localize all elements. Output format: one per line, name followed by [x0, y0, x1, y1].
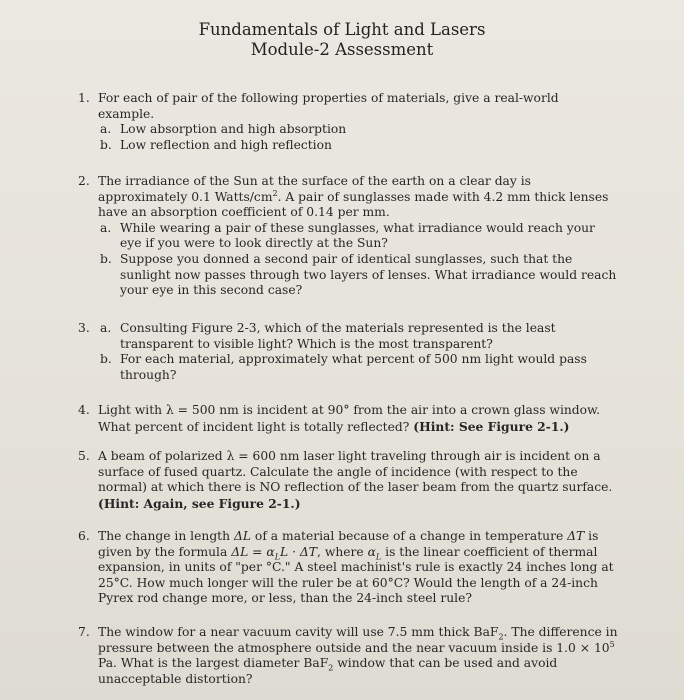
part-letter: a.: [100, 321, 112, 335]
question-text: Light with λ = 500 nm is incident at 90° from the air into a crown glass window. What percent of incident light is totally reflected? (Hint: See Figure 2-1.): [98, 403, 601, 434]
question-text: The window for a near vacuum cavity will use 7.5 mm thick BaF$_2$. The difference in pressure between the atmosphere outside and the near vacuum inside is $1.0 \times 10^5$ Pa. What is the largest diameter BaF$_2$ window that can be used and avoid unacceptable distortion?: [98, 625, 618, 686]
part-text: Suppose you donned a second pair of identical sunglasses, such that the sunlight now passes through two layers of lenses. What irradiance would reach your eye in this second case?: [120, 251, 617, 298]
part-letter: b.: [100, 137, 112, 152]
question-text: The change in length ΔL of a material because of a change in temperature ΔT is given by the formula $\Delta L = \alpha_LL \cdot \Delta T$, where $\alpha_L$ is the linear coefficient of thermal expansion, in units of "per °C." A steel machinist's rule is exactly 24 inches long at 25°C. How much longer will the ruler be at 60°C? Would the length of a 24-inch Pyrex rod change more, or less, than the 24-inch steel rule?: [98, 529, 614, 606]
question-7: [78, 625, 618, 687]
question-part: [98, 352, 618, 383]
question-hint: (Hint: See Figure 2-1.): [413, 418, 570, 434]
question-number: 3.: [78, 321, 90, 335]
part-text: Low absorption and high absorption: [120, 122, 347, 137]
question-6: [78, 529, 618, 607]
part-text: While wearing a pair of these sunglasses, what irradiance would reach your eye if you were to look directly at the Sun?: [120, 220, 595, 251]
part-letter: b.: [100, 352, 112, 367]
question-part: [98, 321, 618, 352]
question-text: For each of pair of the following properties of materials, give a real-world example.: [98, 91, 559, 121]
question-part: [98, 122, 618, 138]
document-subtitle: Module-2 Assessment: [250, 40, 434, 59]
question-number: 5.: [78, 449, 90, 463]
question-part: [98, 138, 618, 154]
part-text: Low reflection and high reflection: [120, 137, 332, 152]
question-text: A beam of polarized λ = 600 nm laser light traveling through air is incident on a surface of fused quartz. Calculate the angle of incidence (with respect to the normal) at which there is NO reflection of the laser beam from the quartz surface. (Hint: Again, see Figure 2-1.): [98, 449, 613, 511]
question-number: 2.: [78, 174, 90, 188]
part-text: Consulting Figure 2-3, which of the materials represented is the least transparent to visible light? Which is the most transparent?: [120, 321, 556, 351]
question-hint: (Hint: Again, see Figure 2-1.): [98, 495, 301, 511]
question-part: [98, 252, 618, 299]
question-number: 4.: [78, 403, 90, 417]
question-4: [78, 403, 618, 435]
question-5: [78, 449, 618, 512]
part-letter: a.: [100, 220, 112, 235]
document-header: [0, 20, 684, 60]
part-letter: b.: [100, 251, 112, 266]
document-title: Fundamentals of Light and Lasers: [198, 20, 486, 39]
question-number: 1.: [78, 91, 90, 105]
part-text: For each material, approximately what percent of 500 nm light would pass through?: [120, 352, 587, 382]
question-text: The irradiance of the Sun at the surface of the earth on a clear day is approximately 0.1 Watts/$cm^2$. A pair of sunglasses made with 4.2 mm thick lenses have an absorption coefficient of 0.14 per mm.: [98, 174, 609, 220]
part-letter: a.: [100, 122, 112, 137]
question-3: [78, 321, 618, 383]
question-part: [98, 221, 618, 252]
question-number: 6.: [78, 529, 90, 543]
question-2: [78, 174, 618, 299]
question-number: 7.: [78, 625, 90, 639]
question-1: [78, 91, 618, 153]
